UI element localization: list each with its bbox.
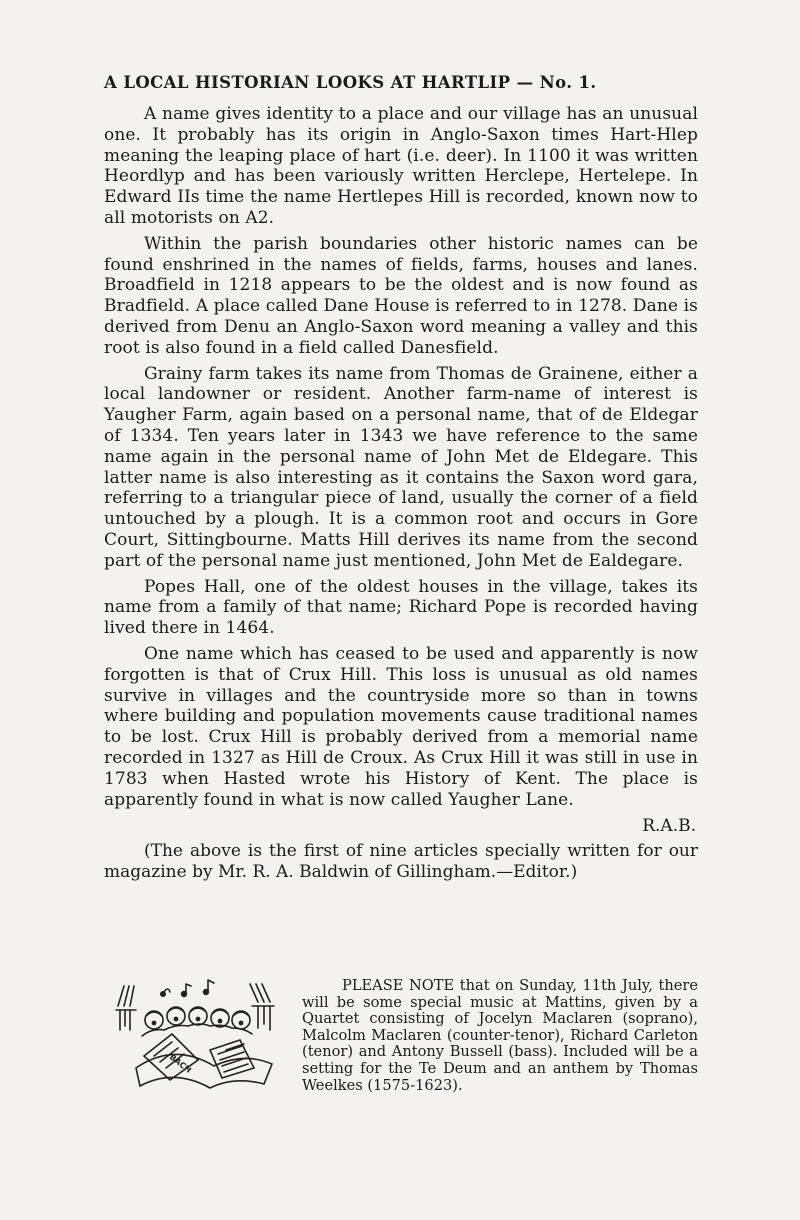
editor-note: (The above is the first of nine articles specially written for our magazine by Mr. R. A. Baldwin of Gillingham.—Editor.): [104, 841, 698, 883]
article: [104, 72, 698, 883]
article-title: A LOCAL HISTORIAN LOOKS AT HARTLIP — No. 1.: [104, 73, 597, 92]
article-paragraph: Popes Hall, one of the oldest houses in the village, takes its name from a family of that name; Richard Pope is recorded having lived there in 1464.: [104, 576, 698, 639]
music-notice: [114, 972, 700, 1122]
book-lettering: BACH: [167, 1052, 193, 1075]
article-paragraph: Grainy farm takes its name from Thomas de Grainene, either a local landowner or resident. Another farm-name of interest is Yaugher Farm, again based on a personal name, that of de Eldegar of 1334. Ten years later in 1343 we have reference to the same name again in the personal name of John Met de Eldegare. This latter name is also interesting as it contains the Saxon word gara, referring to a triangular piece of land, usually the corner of a field untouched by a plough. It is a common root and occurs in Gore Court, Sittingbourne. Matts Hill derives its name from the second part of the personal name just mentioned, John Met de Ealdegare.: [104, 363, 698, 571]
article-paragraph: Within the parish boundaries other historic names can be found enshrined in the names of fields, farms, houses and lanes. Broadfield in 1218 appears to be the oldest and is now found as Bradfield. A place called Dane House is referred to in 1278. Dane is derived from Denu an Anglo-Saxon word meaning a valley and this root is also found in a field called Danesfield.: [104, 233, 698, 358]
choir-singers-illustration: [114, 972, 284, 1098]
article-paragraph: A name gives identity to a place and our village has an unusual one. It probably has its origin in Anglo-Saxon times Hart-Hlep meaning the leaping place of hart (i.e. deer). In 1100 it was written Heordlyp and has been variously written Herclepe, Hertelepe. In Edward IIs time the name Hertlepes Hill is recorded, known now to all motorists on A2.: [104, 104, 698, 228]
notice-text: PLEASE NOTE that on Sunday, 11th July, there will be some special music at Mattins, given by a Quartet consisting of Jocelyn Maclaren (soprano), Malcolm Maclaren (counter-tenor), Richard Carleton (tenor) and Antony Bussell (bass). Included will be a setting for the Te Deum and an anthem by Thomas Weelkes (1575-1623).: [302, 977, 698, 1094]
article-signature: R.A.B.: [642, 816, 696, 837]
article-paragraph: One name which has ceased to be used and apparently is now forgotten is that of Crux Hill. This loss is unusual as old names survive in villages and the countryside more so than in towns where building and population movements cause traditional names to be lost. Crux Hill is probably derived from a memorial name recorded in 1327 as Hill de Croux. As Crux Hill it was still in use in 1783 when Hasted wrote his History of Kent. The place is apparently found in what is now called Yaugher Lane.: [104, 643, 698, 810]
